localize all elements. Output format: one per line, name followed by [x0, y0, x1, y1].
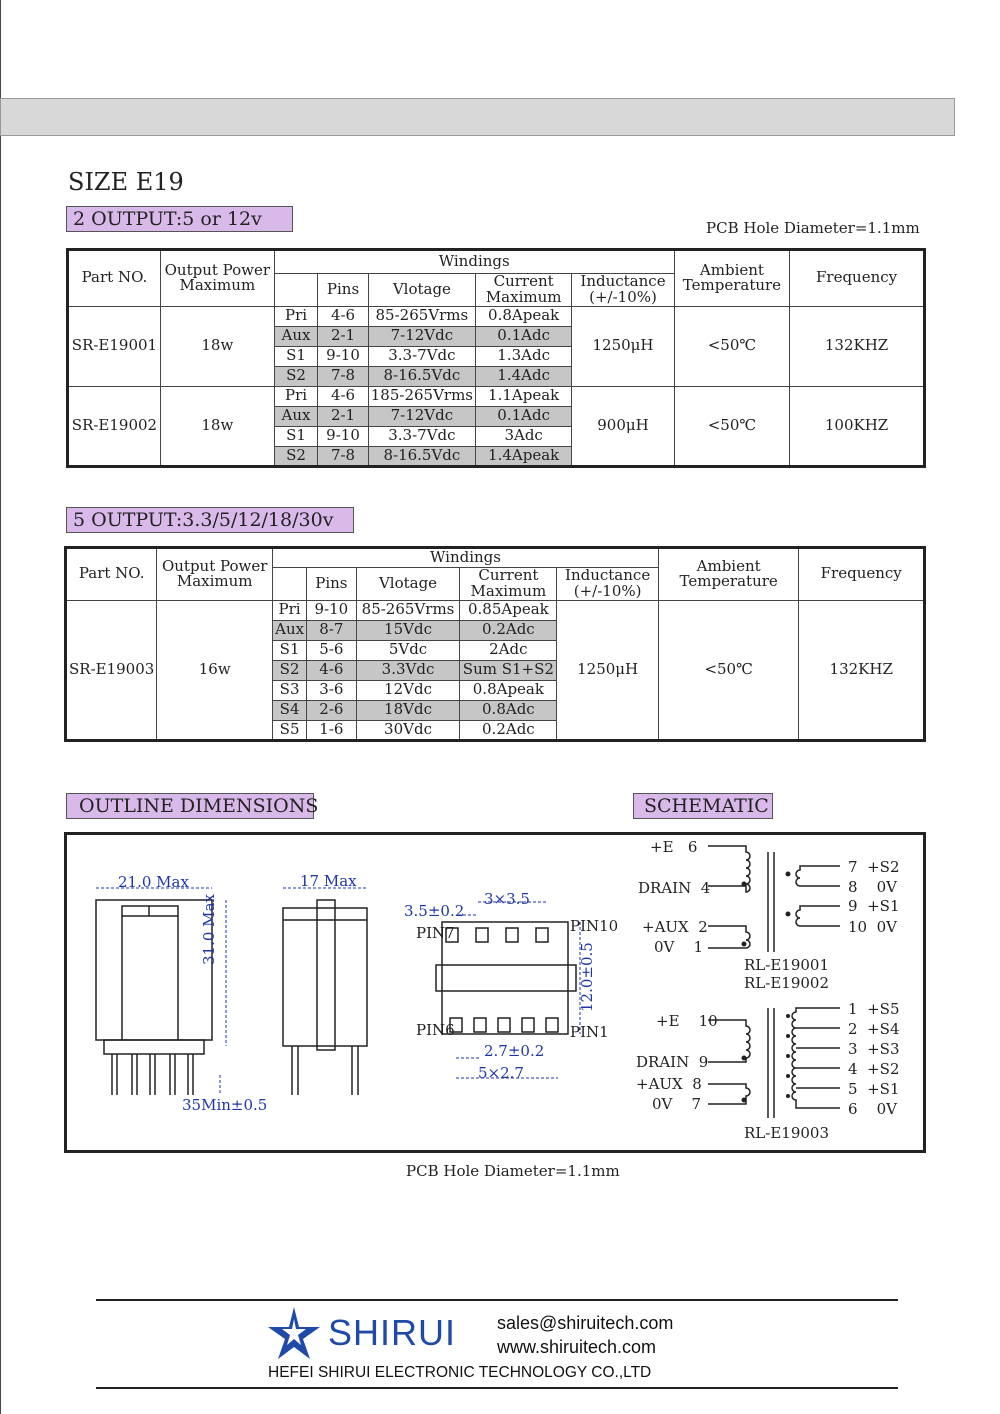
company-name: HEFEI SHIRUI ELECTRONIC TECHNOLOGY CO.,LTD	[268, 1364, 652, 1381]
winding-current: 0.8Apeak	[476, 306, 572, 326]
winding-voltage: 7-12Vdc	[368, 406, 475, 426]
dim-depth-label: 17 Max	[300, 872, 357, 890]
sch-bot-label-1: +E 10	[656, 1012, 718, 1030]
header-pins: Pins	[307, 568, 357, 601]
winding-current: 0.1Adc	[476, 326, 572, 346]
winding-current: 1.4Adc	[476, 366, 572, 386]
section-label-2-output: 2 OUTPUT:5 or 12v	[66, 206, 293, 232]
winding-voltage: 12Vdc	[356, 680, 460, 700]
sch-bot-label-2: DRAIN 9	[636, 1053, 709, 1071]
model-rl-e19003: RL-E19003	[744, 1124, 829, 1142]
model-rl-e19002: RL-E19002	[744, 974, 829, 992]
winding-name: Pri	[274, 306, 318, 326]
winding-voltage: 3.3-7Vdc	[368, 346, 475, 366]
inductance: 1250μH	[557, 600, 659, 740]
header-inductance: Inductance (+/-10%)	[557, 568, 659, 601]
sch-top-label-2: DRAIN 4	[638, 879, 711, 897]
header-windings: Windings	[273, 548, 659, 568]
sch-top-label-3: +AUX 2	[642, 918, 708, 936]
winding-current: 0.8Adc	[460, 700, 557, 720]
winding-current: Sum S1+S2	[460, 660, 557, 680]
winding-pins: 8-7	[307, 620, 357, 640]
winding-pins: 7-8	[318, 446, 368, 466]
winding-voltage: 7-12Vdc	[368, 326, 475, 346]
part-number: SR-E19001	[68, 306, 161, 386]
header-voltage: Vlotage	[368, 274, 475, 307]
winding-voltage: 8-16.5Vdc	[368, 446, 475, 466]
footer-divider-bottom	[96, 1387, 898, 1389]
header-frequency: Frequency	[799, 548, 925, 601]
ambient-temperature: <50℃	[674, 386, 789, 466]
header-pins: Pins	[318, 274, 368, 307]
winding-pins: 9-10	[318, 346, 368, 366]
sch-top-out-3: 9 +S1	[848, 897, 900, 915]
footer-divider-top	[96, 1299, 898, 1301]
winding-voltage: 30Vdc	[356, 720, 460, 740]
header-bar	[0, 98, 955, 136]
winding-name: Pri	[274, 386, 318, 406]
spec-table-5-output	[64, 546, 926, 742]
header-ambient: Ambient Temperature	[674, 250, 789, 307]
header-winding-blank	[273, 568, 307, 601]
frequency: 132KHZ	[799, 600, 925, 740]
pin7-label: PIN7	[416, 924, 455, 942]
winding-name: S2	[274, 366, 318, 386]
winding-name: S2	[274, 446, 318, 466]
dim-pins-label: 35Min±0.5	[182, 1096, 268, 1114]
winding-name: S4	[273, 700, 307, 720]
winding-name: S1	[273, 640, 307, 660]
header-voltage: Vlotage	[356, 568, 460, 601]
sch-top-out-4: 10 0V	[848, 918, 898, 936]
winding-current: 1.3Adc	[476, 346, 572, 366]
ambient-temperature: <50℃	[674, 306, 789, 386]
brand-name: SHIRUI	[328, 1312, 457, 1353]
sch-bot-label-4: 0V 7	[652, 1095, 702, 1113]
winding-current: 0.8Apeak	[460, 680, 557, 700]
winding-name: Aux	[273, 620, 307, 640]
winding-pins: 4-6	[318, 386, 368, 406]
winding-current: 1.1Apeak	[476, 386, 572, 406]
sch-bot-label-3: +AUX 8	[636, 1075, 702, 1093]
dim-pitch-d-label: 2.7±0.2	[484, 1042, 545, 1060]
contact-email[interactable]: sales@shiruitech.com	[497, 1313, 674, 1333]
header-output-power: Output Power Maximum	[157, 548, 273, 601]
outline-drawing	[80, 850, 620, 1140]
sch-bot-out-3: 3 +S3	[848, 1040, 900, 1058]
inductance: 900μH	[572, 386, 674, 466]
ambient-temperature: <50℃	[658, 600, 799, 740]
winding-name: S1	[274, 426, 318, 446]
winding-current: 0.1Adc	[476, 406, 572, 426]
winding-current: 2Adc	[460, 640, 557, 660]
header-inductance: Inductance (+/-10%)	[572, 274, 674, 307]
sch-top-out-1: 7 +S2	[848, 858, 900, 876]
contact-website[interactable]: www.shiruitech.com	[497, 1337, 657, 1357]
winding-pins: 1-6	[307, 720, 357, 740]
winding-current: 0.2Adc	[460, 720, 557, 740]
sch-top-out-2: 8 0V	[848, 878, 898, 896]
pin1-label: PIN1	[570, 1023, 609, 1041]
part-number: SR-E19003	[66, 600, 157, 740]
winding-voltage: 5Vdc	[356, 640, 460, 660]
header-windings: Windings	[274, 250, 674, 274]
pcb-hole-note-bottom: PCB Hole Diameter=1.1mm	[406, 1162, 620, 1180]
sch-top-label-1: +E 6	[650, 838, 698, 856]
winding-voltage: 185-265Vrms	[368, 386, 475, 406]
header-winding-blank	[274, 274, 318, 307]
dim-span-label: 12.0±0.5	[578, 942, 596, 1012]
part-number: SR-E19002	[68, 386, 161, 466]
winding-pins: 4-6	[318, 306, 368, 326]
header-part-no: Part NO.	[66, 548, 157, 601]
winding-pins: 9-10	[307, 600, 357, 620]
sch-top-label-4: 0V 1	[654, 938, 704, 956]
page-edge-line	[0, 0, 1, 1414]
winding-current: 1.4Apeak	[476, 446, 572, 466]
sch-bot-out-5: 5 +S1	[848, 1080, 900, 1098]
winding-voltage: 85-265Vrms	[356, 600, 460, 620]
winding-name: S1	[274, 346, 318, 366]
winding-voltage: 15Vdc	[356, 620, 460, 640]
winding-name: S2	[273, 660, 307, 680]
sch-bot-out-2: 2 +S4	[848, 1020, 900, 1038]
header-part-no: Part NO.	[68, 250, 161, 307]
pin6-label: PIN6	[416, 1021, 455, 1039]
header-ambient: Ambient Temperature	[658, 548, 799, 601]
winding-voltage: 18Vdc	[356, 700, 460, 720]
sch-bot-out-6: 6 0V	[848, 1100, 898, 1118]
winding-pins: 5-6	[307, 640, 357, 660]
winding-pins: 9-10	[318, 426, 368, 446]
section-label-5-output: 5 OUTPUT:3.3/5/12/18/30v	[66, 507, 354, 533]
dim-width-label: 21.0 Max	[118, 873, 189, 891]
winding-name: S3	[273, 680, 307, 700]
winding-pins: 2-6	[307, 700, 357, 720]
section-label-schematic: SCHEMATIC	[633, 793, 773, 819]
winding-voltage: 85-265Vrms	[368, 306, 475, 326]
sch-bot-out-4: 4 +S2	[848, 1060, 900, 1078]
winding-name: S5	[273, 720, 307, 740]
inductance: 1250μH	[572, 306, 674, 386]
header-current: Current Maximum	[460, 568, 557, 601]
dim-height-label: 31.0 Max	[200, 894, 218, 965]
pin10-label: PIN10	[570, 917, 619, 935]
dim-pitch-e-label: 5×2.7	[478, 1064, 524, 1082]
output-power: 18w	[160, 306, 274, 386]
output-power: 16w	[157, 600, 273, 740]
section-label-outline: OUTLINE DIMENSIONS	[66, 793, 314, 819]
winding-name: Aux	[274, 326, 318, 346]
model-rl-e19001: RL-E19001	[744, 956, 829, 974]
winding-name: Aux	[274, 406, 318, 426]
winding-pins: 2-1	[318, 326, 368, 346]
winding-current: 3Adc	[476, 426, 572, 446]
winding-pins: 3-6	[307, 680, 357, 700]
winding-current: 0.85Apeak	[460, 600, 557, 620]
output-power: 18w	[160, 386, 274, 466]
dim-pitch-b-label: 3×3.5	[484, 890, 530, 908]
frequency: 132KHZ	[790, 306, 925, 386]
header-output-power: Output Power Maximum	[160, 250, 274, 307]
pcb-hole-note: PCB Hole Diameter=1.1mm	[706, 219, 920, 237]
winding-current: 0.2Adc	[460, 620, 557, 640]
dim-pitch-a-label: 3.5±0.2	[404, 902, 465, 920]
header-frequency: Frequency	[790, 250, 925, 307]
header-current: Current Maximum	[476, 274, 572, 307]
star-logo-icon	[264, 1305, 324, 1363]
frequency: 100KHZ	[790, 386, 925, 466]
winding-pins: 7-8	[318, 366, 368, 386]
winding-name: Pri	[273, 600, 307, 620]
winding-pins: 2-1	[318, 406, 368, 426]
winding-voltage: 3.3Vdc	[356, 660, 460, 680]
page-title: SIZE E19	[68, 168, 184, 196]
spec-table-2-output	[66, 248, 926, 468]
winding-pins: 4-6	[307, 660, 357, 680]
winding-voltage: 8-16.5Vdc	[368, 366, 475, 386]
sch-bot-out-1: 1 +S5	[848, 1000, 900, 1018]
winding-voltage: 3.3-7Vdc	[368, 426, 475, 446]
